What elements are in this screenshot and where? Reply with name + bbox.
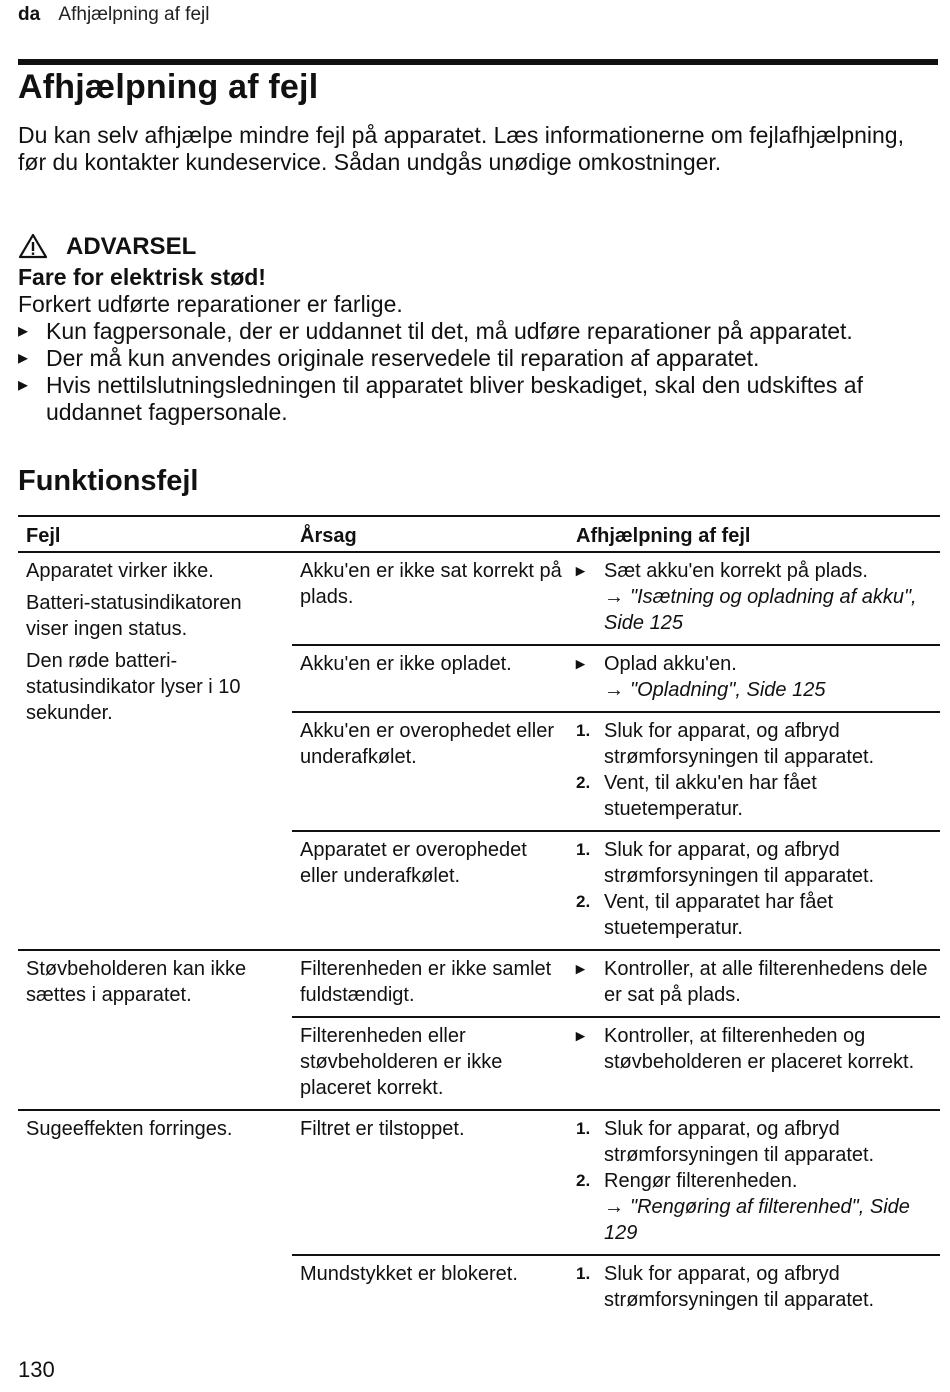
page-number: 130 <box>18 1357 55 1382</box>
table-header-row <box>18 516 940 552</box>
warning-bullet: ▸ Der må kun anvendes originale reservedele til reparation af apparatet. <box>18 345 938 372</box>
remedy-text: Vent, til akku'en har fået stuetemperatur. <box>604 772 817 820</box>
reference-text: "Opladning", Side 125 <box>630 679 826 701</box>
warning-text: Forkert udførte reparationer er farlige. <box>18 291 403 317</box>
table-row <box>18 950 940 1017</box>
section-title: Funktionsfejl <box>18 465 199 497</box>
language-code: da <box>18 4 41 25</box>
remedy-text: Sæt akku'en korrekt på plads. <box>604 560 868 582</box>
col-header-cause: Årsag <box>292 516 568 552</box>
remedy-text: Sluk for apparat, og afbryd strømforsyningen til apparatet. <box>604 720 875 768</box>
step-number: 2. <box>576 773 591 792</box>
remedy-text: Kontroller, at alle filterenhedens dele er sat på plads. <box>604 958 928 1006</box>
remedy-cell <box>568 712 940 831</box>
remedy-step <box>576 1116 934 1168</box>
cause-cell: Akku'en er overophedet eller underafkølet. <box>292 712 568 831</box>
page-reference <box>604 1194 934 1246</box>
fault-text: Batteri-statusindikatoren viser ingen status. <box>26 592 242 640</box>
fault-cell: Støvbeholderen kan ikke sættes i apparatet. <box>18 950 292 1110</box>
remedy-step <box>576 770 934 822</box>
warning-triangle-icon <box>18 233 48 259</box>
remedy-step <box>576 837 934 889</box>
remedy-text: Vent, til apparatet har fået stuetemperatur. <box>604 891 834 939</box>
col-header-remedy: Afhjælpning af fejl <box>568 516 940 552</box>
remedy-step <box>576 1168 934 1246</box>
bullet-marker: ▸ <box>576 1026 585 1045</box>
fault-text: Den røde batteri-statusindikator lyser i 10 sekunder. <box>26 650 241 724</box>
fault-text: Apparatet virker ikke. <box>26 560 214 582</box>
remedy-cell <box>568 1255 940 1321</box>
remedy-cell <box>568 1017 940 1110</box>
col-header-fault: Fejl <box>18 516 292 552</box>
remedy-step <box>576 718 934 770</box>
warning-bullet: ▸ Kun fagpersonale, der er uddannet til det, må udføre reparationer på apparatet. <box>18 318 938 345</box>
cause-cell: Akku'en er ikke opladet. <box>292 645 568 712</box>
header-rule <box>18 59 938 65</box>
warning-bullet: ▸ Hvis nettilslutningsledningen til apparatet bliver beskadiget, skal den udskiftes af uddannet fagpersonale. <box>18 372 938 426</box>
cause-cell: Filtret er tilstoppet. <box>292 1110 568 1255</box>
remedy-text: Kontroller, at filterenheden og støvbeholderen er placeret korrekt. <box>604 1025 915 1073</box>
remedy-cell <box>568 552 940 645</box>
page-header <box>18 4 209 26</box>
arrow-icon: → <box>604 679 624 701</box>
fault-cell <box>18 552 292 950</box>
warning-block <box>18 228 938 426</box>
warning-header <box>18 228 938 264</box>
remedy-text: Rengør filterenheden. <box>604 1170 798 1192</box>
fault-cell: Sugeeffekten forringes. <box>18 1110 292 1321</box>
table-row <box>18 1110 940 1255</box>
remedy-cell <box>568 950 940 1017</box>
remedy-text: Sluk for apparat, og afbryd strømforsyningen til apparatet. <box>604 839 875 887</box>
remedy-cell <box>568 831 940 950</box>
remedy-text: Oplad akku'en. <box>604 653 737 675</box>
reference-text: "Isætning og opladning af akku", Side 125 <box>604 586 917 634</box>
step-number: 2. <box>576 1171 591 1190</box>
troubleshooting-table <box>18 515 940 1321</box>
cause-cell: Apparatet er overophedet eller underafkølet. <box>292 831 568 950</box>
header-title: Afhjælpning af fejl <box>58 4 210 25</box>
step-number: 1. <box>576 840 591 859</box>
step-number: 1. <box>576 1264 591 1283</box>
cause-cell: Akku'en er ikke sat korrekt på plads. <box>300 560 562 608</box>
cause-cell: Filterenheden eller støvbeholderen er ikke placeret korrekt. <box>292 1017 568 1110</box>
cause-cell: Mundstykket er blokeret. <box>292 1255 568 1321</box>
intro-text: Du kan selv afhjælpe mindre fejl på apparatet. Læs informationerne om fejlafhjælpning, før du kontakter kundeservice. Sådan undgås unødige omkostninger. <box>18 122 904 175</box>
bullet-marker: ▸ <box>576 561 585 580</box>
cause-cell: Filterenheden er ikke samlet fuldstændigt. <box>292 950 568 1017</box>
warning-heading: Fare for elektrisk stød! <box>18 264 266 290</box>
bullet-marker: ▸ <box>576 654 585 673</box>
page-reference <box>604 677 934 703</box>
remedy-text: Sluk for apparat, og afbryd strømforsyningen til apparatet. <box>604 1118 875 1166</box>
remedy-step <box>576 558 934 636</box>
step-number: 2. <box>576 892 591 911</box>
remedy-text: Sluk for apparat, og afbryd strømforsyningen til apparatet. <box>604 1263 875 1311</box>
remedy-step <box>576 1261 934 1313</box>
bullet-marker: ▸ <box>576 959 585 978</box>
warning-label: ADVARSEL <box>66 232 197 260</box>
page-reference <box>604 584 934 636</box>
remedy-cell <box>568 645 940 712</box>
page-title: Afhjælpning af fejl <box>18 68 319 106</box>
remedy-step <box>576 956 934 1008</box>
warning-list <box>18 318 938 426</box>
step-number: 1. <box>576 1119 591 1138</box>
arrow-icon: → <box>604 586 624 608</box>
reference-text: "Rengøring af filterenhed", Side 129 <box>604 1196 910 1244</box>
remedy-step <box>576 651 934 703</box>
remedy-step <box>576 889 934 941</box>
arrow-icon: → <box>604 1196 624 1218</box>
step-number: 1. <box>576 721 591 740</box>
remedy-cell <box>568 1110 940 1255</box>
table-row <box>18 552 940 645</box>
remedy-step <box>576 1023 934 1075</box>
